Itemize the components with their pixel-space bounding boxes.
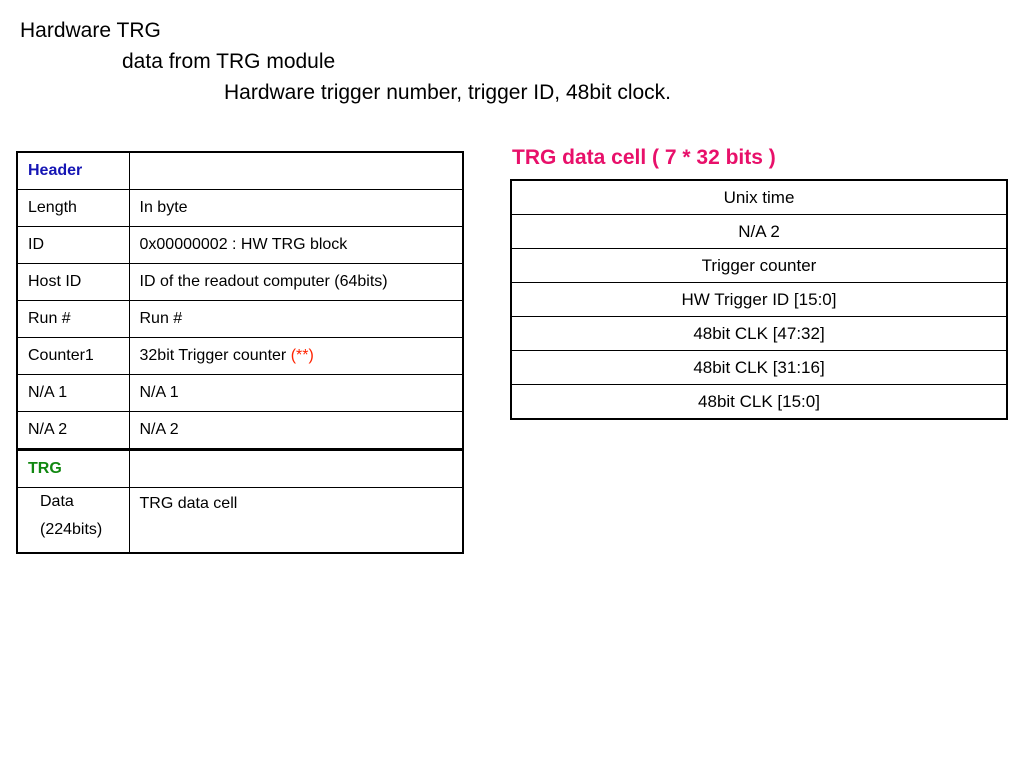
cell-word: 48bit CLK [47:32] [511,317,1007,351]
field-description: N/A 1 [129,375,463,412]
data-field-description: TRG data cell [129,488,463,554]
header-section-blank [129,152,463,190]
cell-word: 48bit CLK [15:0] [511,385,1007,420]
field-description: N/A 2 [129,412,463,450]
footnote-marker: (**) [290,347,314,364]
table-row [511,180,1007,215]
trg-data-cell-title: TRG data cell ( 7 * 32 bits ) [512,146,776,169]
cell-word: N/A 2 [511,215,1007,249]
trg-section-blank [129,450,463,488]
table-row [511,351,1007,385]
table-row [511,385,1007,420]
heading-content-summary: Hardware trigger number, trigger ID, 48bit clock. [224,81,672,104]
table-row [511,317,1007,351]
table-row [17,227,463,264]
heading-hardware-trg: Hardware TRG [20,19,161,42]
data-field-name [17,488,129,554]
heading-data-source: data from TRG module [122,50,336,73]
field-name: Length [17,190,129,227]
field-description: 0x00000002 : HW TRG block [129,227,463,264]
header-section-label: Header [17,152,129,190]
table-row-header-section [17,152,463,190]
trg-data-cell-table [510,179,1008,420]
cell-word: Trigger counter [511,249,1007,283]
table-row [17,338,463,375]
field-name: Host ID [17,264,129,301]
trg-section-label: TRG [17,450,129,488]
field-name: ID [17,227,129,264]
table-row [17,488,463,554]
cell-word: Unix time [511,180,1007,215]
field-name: N/A 1 [17,375,129,412]
block-format-table [16,151,464,554]
counter-description-text: 32bit Trigger counter [139,347,291,364]
field-description: In byte [129,190,463,227]
field-description: Run # [129,301,463,338]
table-row [511,249,1007,283]
field-name: Run # [17,301,129,338]
table-row [511,283,1007,317]
table-row [17,412,463,450]
table-row [17,264,463,301]
table-row-trg-section [17,450,463,488]
field-name: N/A 2 [17,412,129,450]
field-description [129,338,463,375]
table-row [17,190,463,227]
field-name: Counter1 [17,338,129,375]
data-field-line2: (224bits) [40,521,103,538]
cell-word: 48bit CLK [31:16] [511,351,1007,385]
table-row [17,375,463,412]
field-description: ID of the readout computer (64bits) [129,264,463,301]
table-row [511,215,1007,249]
data-field-line1: Data [40,493,74,510]
cell-word: HW Trigger ID [15:0] [511,283,1007,317]
table-row [17,301,463,338]
